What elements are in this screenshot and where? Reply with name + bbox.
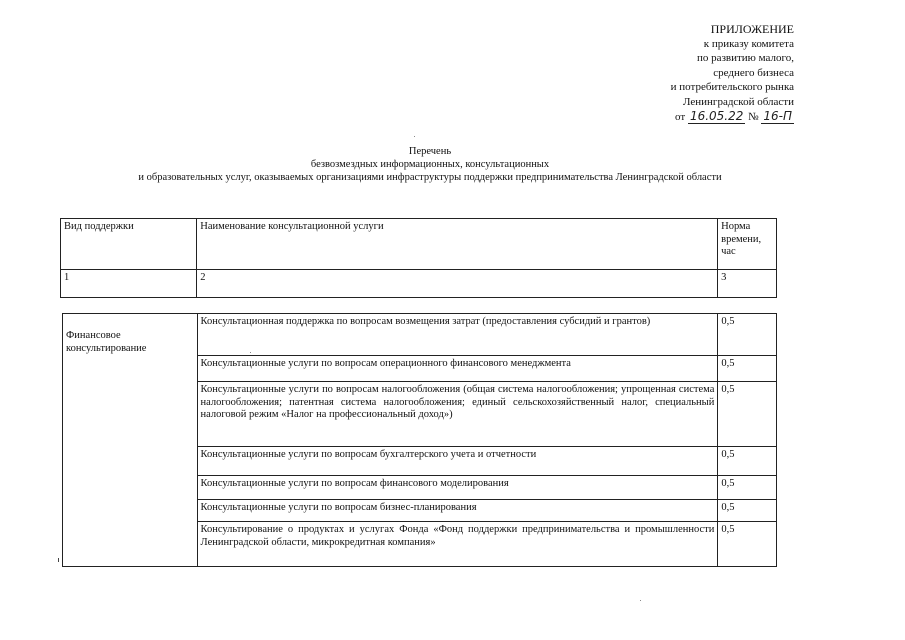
handwritten-number: 16-П <box>763 109 792 123</box>
approval-heading: ПРИЛОЖЕНИЕ <box>710 22 794 36</box>
approval-block <box>671 22 794 125</box>
date-prefix: от <box>675 111 686 123</box>
norm-cell: 0,5 <box>718 447 777 476</box>
service-cell: Консультационные услуги по вопросам операционного финансового менеджмента <box>197 356 718 382</box>
norm-cell: 0,5 <box>718 500 777 522</box>
header-row <box>61 219 777 270</box>
service-cell: Консультационные услуги по вопросам налогообложения (общая система налогообложения; упрощенная система налогообложения; патентная система налогообложения; единый сельскохозяйственный налог, специальный налоговой режим «Налог на профессиональный доход») <box>197 382 718 447</box>
approval-line: среднего бизнеса <box>713 66 794 79</box>
column-number: 2 <box>197 270 718 298</box>
service-cell: Консультирование о продуктах и услугах Фонда «Фонд поддержки предпринимательства и промышленности Ленинградской области, микрокредитная компания» <box>197 522 718 567</box>
services-table <box>62 313 777 567</box>
scan-speck <box>414 136 415 137</box>
norm-cell: 0,5 <box>718 356 777 382</box>
header-support-type: Вид поддержки <box>61 219 197 270</box>
approval-line: и потребительского рынка <box>670 81 794 93</box>
service-cell: Консультационные услуги по вопросам бухгалтерского учета и отчетности <box>197 447 718 476</box>
scan-speck <box>250 352 251 353</box>
header-time-norm: Норма времени, час <box>718 219 777 270</box>
approval-date-line <box>671 109 794 125</box>
title-line: и образовательных услуг, оказываемых организациями инфраструктуры поддержки предпринимательства Ленинградской области <box>138 172 722 183</box>
column-number: 3 <box>718 270 777 298</box>
header-service-name: Наименование консультационной услуги <box>197 219 718 270</box>
number-prefix: № <box>748 111 759 123</box>
service-cell: Консультационные услуги по вопросам бизнес-планирования <box>197 500 718 522</box>
scan-speck <box>640 600 641 601</box>
service-cell: Консультационные услуги по вопросам финансового моделирования <box>197 476 718 500</box>
document-title <box>0 145 860 184</box>
norm-cell: 0,5 <box>718 314 777 356</box>
service-cell: Консультационная поддержка по вопросам возмещения затрат (предоставления субсидий и грантов) <box>197 314 718 356</box>
norm-cell: 0,5 <box>718 382 777 447</box>
title-line: Перечень <box>408 146 452 157</box>
approval-line: Ленинградской области <box>683 95 794 108</box>
category-cell: Финансовое консультирование <box>63 314 198 567</box>
approval-line: по развитию малого, <box>697 52 794 64</box>
header-table <box>60 218 777 298</box>
column-number: 1 <box>61 270 197 298</box>
table-row <box>63 314 777 356</box>
column-number-row <box>61 270 777 298</box>
handwritten-date: 16.05.22 <box>689 109 744 123</box>
norm-cell: 0,5 <box>718 522 777 567</box>
norm-cell: 0,5 <box>718 476 777 500</box>
approval-line: к приказу комитета <box>703 37 794 50</box>
scan-mark <box>58 558 62 562</box>
title-line: безвозмездных информационных, консультационных <box>310 159 550 170</box>
